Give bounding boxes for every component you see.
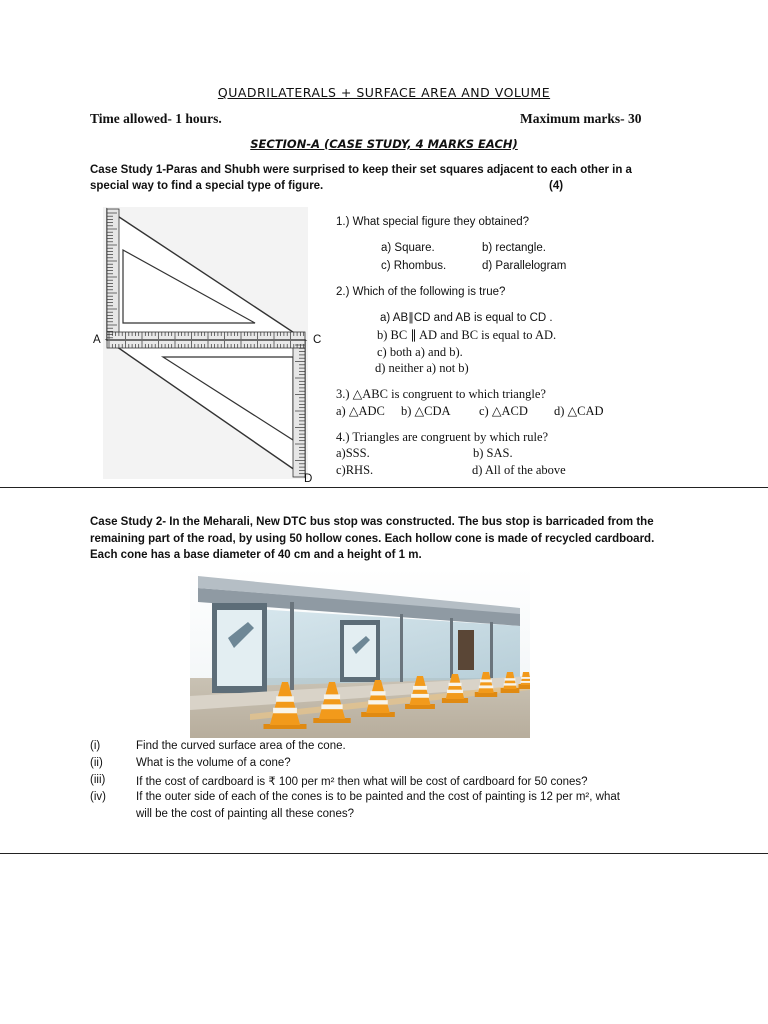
case1-marks: (4) (549, 180, 564, 192)
q2-option-d: d) neither a) not b) (375, 361, 469, 375)
question-item (90, 791, 620, 803)
vertex-label-c: C (313, 334, 322, 346)
case2-line2: remaining part of the road, by using 50 hollow cones. Each hollow cone is made of recycled cardboard. (90, 533, 655, 545)
case1-line1: Case Study 1-Paras and Shubh were surprised to keep their set squares adjacent to each other in a (90, 164, 632, 176)
vertex-label-d: D (304, 473, 313, 485)
case2-line1: Case Study 2- In the Meharali, New DTC bus stop was constructed. The bus stop is barricaded from the (90, 516, 654, 528)
q2-option-b: b) BC ∥ AD and BC is equal to AD. (377, 328, 557, 342)
item-text: What is the volume of a cone? (136, 757, 291, 769)
q1-option-b: b) rectangle. (482, 242, 546, 254)
case2-line3: Each cone has a base diameter of 40 cm and a height of 1 m. (90, 549, 422, 561)
q3-option-c: c) △ACD (479, 404, 528, 418)
q3-option-d: d) △CAD (554, 404, 604, 418)
section-heading: SECTION-A (CASE STUDY, 4 MARKS EACH) (250, 137, 518, 151)
q4-text: 4.) Triangles are congruent by which rule? (336, 430, 549, 444)
time-allowed: Time allowed- 1 hours. (90, 111, 222, 126)
item-text: If the cost of cardboard is ₹ 100 per m² then what will be cost of cardboard for 50 cones? (136, 776, 588, 788)
bus-stop-illustration (190, 568, 530, 738)
item-continuation: will be the cost of painting all these cones? (136, 808, 354, 820)
question-item (90, 740, 346, 752)
bus-stop-image (190, 568, 530, 738)
q4-option-d: d) All of the above (472, 463, 566, 477)
item-number: (iii) (90, 774, 106, 786)
case1-line2: special way to find a special type of figure. (90, 180, 324, 192)
q3-option-a: a) △ADC (336, 404, 385, 418)
maximum-marks: Maximum marks- 30 (520, 111, 642, 126)
document-title: QUADRILATERALS + SURFACE AREA AND VOLUME (217, 85, 551, 100)
q2-option-a: a) AB∥CD and AB is equal to CD . (380, 312, 553, 324)
q1-option-c: c) Rhombus. (381, 260, 447, 272)
q3-text: 3.) △ABC is congruent to which triangle? (336, 387, 546, 401)
q2-text: 2.) Which of the following is true? (336, 286, 506, 298)
item-number: (iv) (90, 791, 106, 803)
q4-option-c: c)RHS. (336, 463, 374, 477)
q1-text: 1.) What special figure they obtained? (336, 216, 530, 228)
q2-option-c: c) both a) and b). (377, 345, 463, 359)
item-number: (ii) (90, 757, 103, 769)
item-text: If the outer side of each of the cones is to be painted and the cost of painting is 12 per m², what (136, 791, 620, 803)
q4-option-a: a)SSS. (336, 446, 370, 460)
q1-option-d: d) Parallelogram (482, 260, 567, 272)
set-squares-figure (95, 205, 325, 485)
question-item (90, 774, 588, 788)
question-item (90, 757, 291, 769)
q4-option-b: b) SAS. (473, 446, 513, 460)
item-text: Find the curved surface area of the cone. (136, 740, 346, 752)
divider-1 (0, 487, 768, 488)
q3-option-b: b) △CDA (401, 404, 451, 418)
vertex-label-a: A (93, 334, 101, 346)
q1-option-a: a) Square. (381, 242, 435, 254)
item-number: (i) (90, 740, 101, 752)
divider-2 (0, 853, 768, 854)
set-squares-diagram (95, 205, 325, 485)
